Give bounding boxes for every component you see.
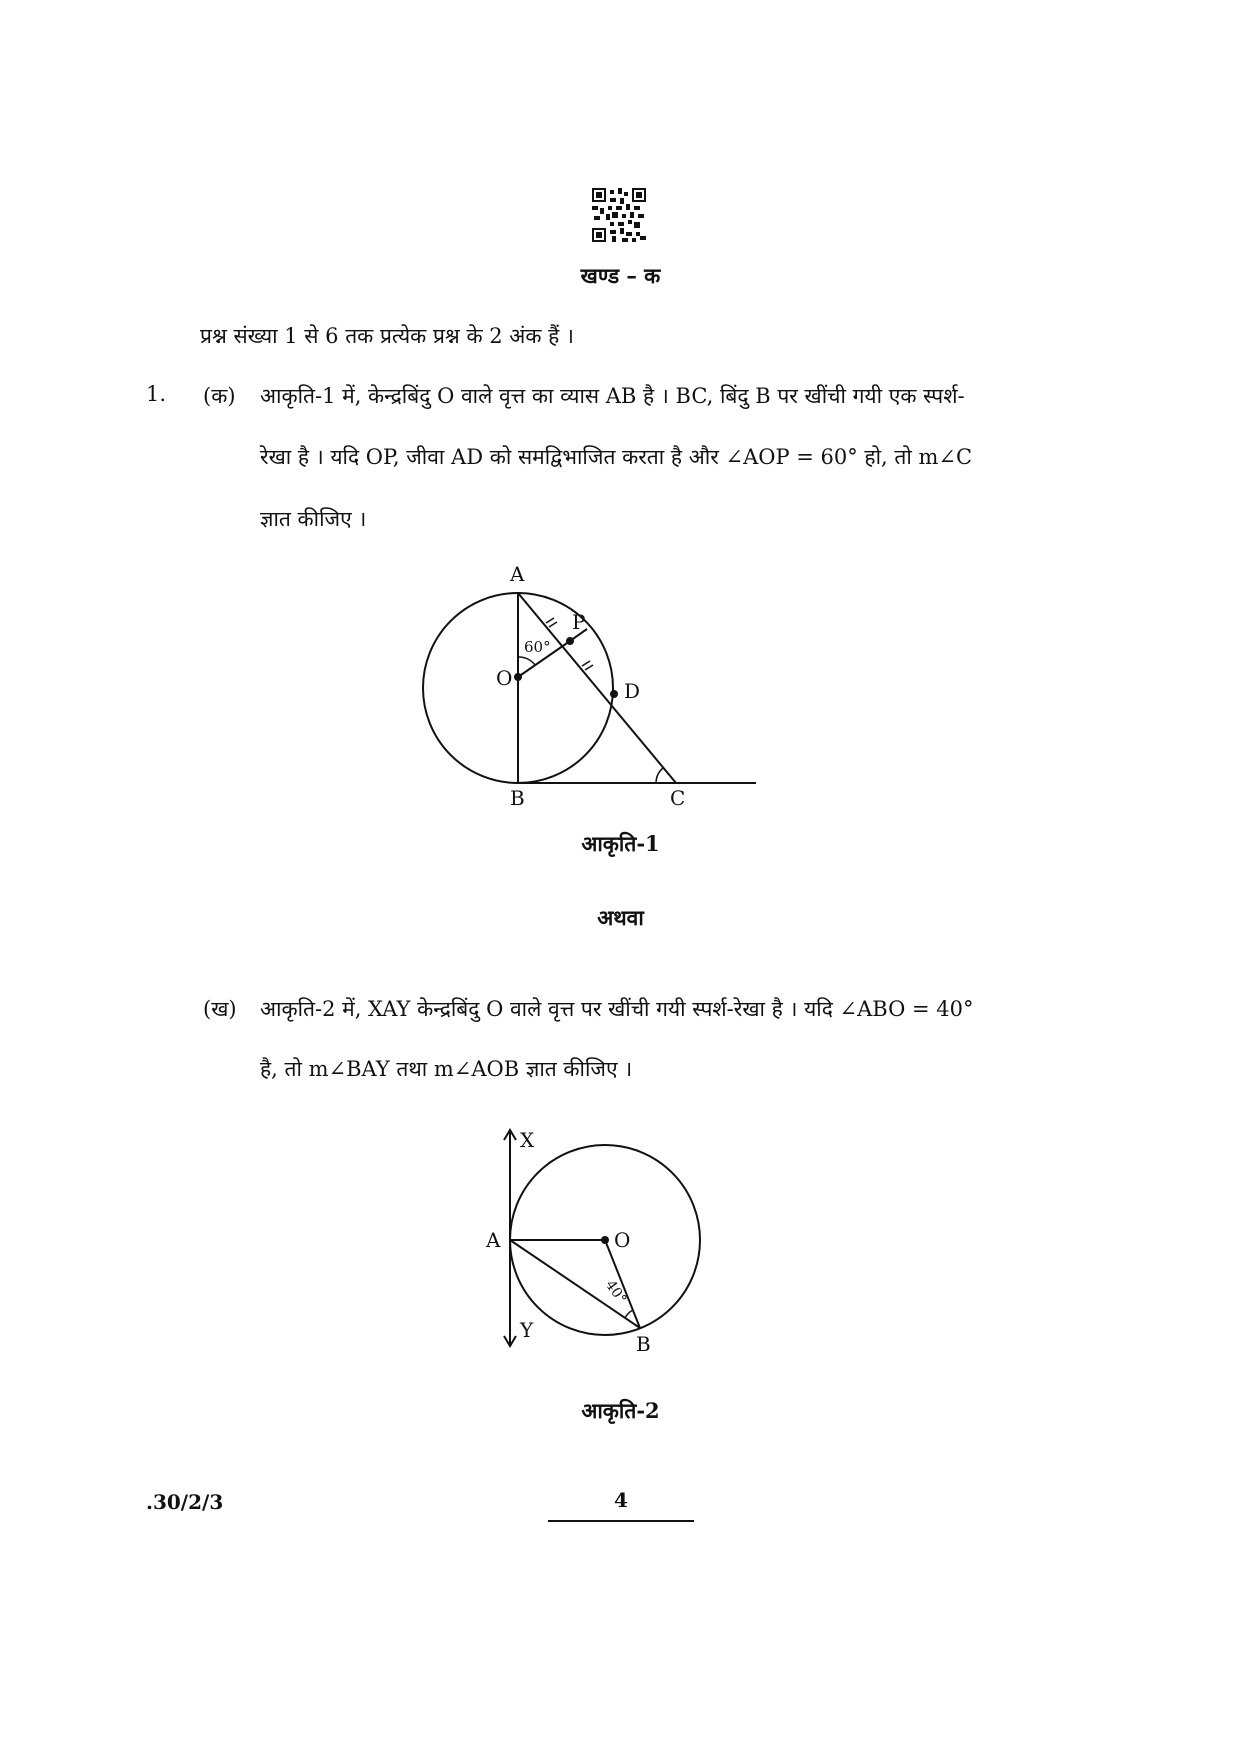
figure-2-caption: आकृति-2 <box>581 1398 660 1423</box>
figure-1-caption: आकृति-1 <box>581 831 660 856</box>
part-a-line-3: ज्ञात कीजिए । <box>260 507 367 531</box>
label-angle-60: 60° <box>524 638 551 656</box>
figure-1 <box>420 555 770 810</box>
angle-arc-aop <box>518 657 535 665</box>
tick-mark <box>582 661 590 666</box>
instructions: प्रश्न संख्या 1 से 6 तक प्रत्येक प्रश्न के 2 अंक हैं । <box>200 324 574 348</box>
point-d <box>610 690 618 698</box>
paper-code: .30/2/3 <box>146 1490 224 1514</box>
page-number: 4 <box>548 1488 694 1522</box>
label-d: D <box>624 679 641 703</box>
part-a-line-2: रेखा है । यदि OP, जीवा AD को समद्विभाजित करता है और ∠AOP = 60° हो, तो m∠C <box>260 445 973 469</box>
point-p <box>566 637 574 645</box>
label-o2: O <box>614 1228 631 1252</box>
section-title: खण्ड – क <box>580 263 661 288</box>
label-b: B <box>510 786 525 810</box>
part-b-label: (ख) <box>203 997 237 1021</box>
tick-mark <box>549 622 557 627</box>
part-a-line-1: आकृति-1 में, केन्द्रबिंदु O वाले वृत्त का व्यास AB है । BC, बिंदु B पर खींची गयी एक स्पर्श- <box>260 384 965 408</box>
label-o: O <box>496 666 513 690</box>
label-c: C <box>670 786 686 810</box>
part-b-line-2: है, तो m∠BAY तथा m∠AOB ज्ञात कीजिए । <box>260 1057 633 1081</box>
figure-2 <box>480 1125 710 1355</box>
label-a: A <box>510 562 525 586</box>
label-b2: B <box>636 1332 651 1355</box>
label-a2: A <box>486 1228 501 1252</box>
point-o <box>514 673 522 681</box>
part-b-line-1: आकृति-2 में, XAY केन्द्रबिंदु O वाले वृत्त पर खींची गयी स्पर्श-रेखा है । यदि ∠ABO = 40° <box>260 997 974 1021</box>
tick-mark <box>585 665 593 670</box>
qr-code-icon <box>592 188 646 242</box>
label-y: Y <box>520 1318 534 1342</box>
tick-mark <box>546 618 554 623</box>
or-separator: अथवा <box>597 905 644 930</box>
label-p: P <box>572 610 586 634</box>
label-x: X <box>520 1128 535 1152</box>
label-angle-40: 40° <box>602 1277 630 1308</box>
line-ac <box>518 593 676 783</box>
point-o2 <box>601 1236 609 1244</box>
angle-arc-c <box>656 768 663 783</box>
angle-arc-abo <box>625 1310 633 1318</box>
question-number: 1. <box>146 382 167 406</box>
part-a-label: (क) <box>203 384 236 408</box>
